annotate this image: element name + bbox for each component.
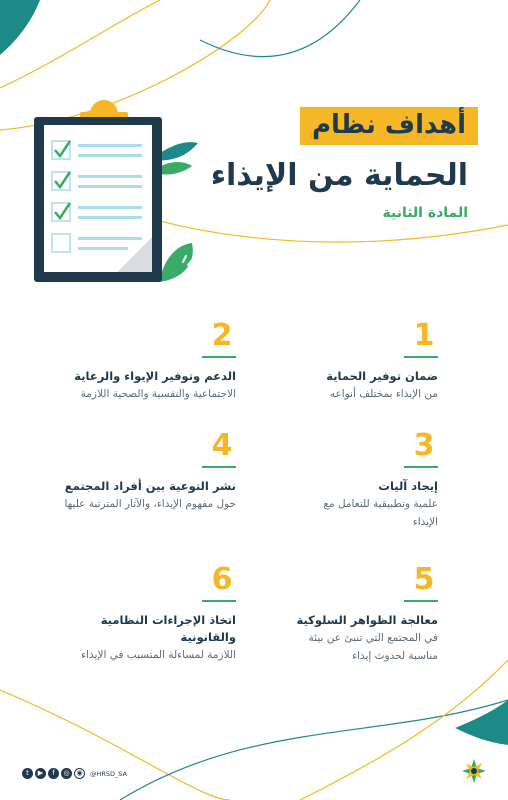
goal-divider — [404, 356, 438, 358]
goal-number: 6 — [211, 562, 233, 597]
goal-title: الدعم وتوفير الإيواء والرعاية — [74, 369, 236, 383]
social-handle[interactable]: @HRSD_SA — [90, 769, 127, 778]
goal-divider — [202, 466, 236, 468]
title-highlight — [300, 107, 478, 145]
goal-number: 3 — [413, 428, 435, 463]
goal-title: ضمان توفير الحماية — [326, 369, 438, 383]
goal-description: من الإيذاء بمختلف أنواعه — [329, 388, 438, 400]
facebook-icon[interactable]: f — [48, 768, 59, 779]
goal-item-1 — [238, 318, 438, 403]
leaf-shape — [160, 243, 193, 282]
goal-divider — [202, 356, 236, 358]
goal-divider — [404, 600, 438, 602]
goal-number: 4 — [211, 428, 233, 463]
leaf-shape — [150, 142, 198, 160]
twitter-icon[interactable]: t — [22, 768, 33, 779]
page-title-line1: أهداف نظام — [311, 110, 466, 140]
goal-title: اتخاذ الإجراءات النظامية والقانونية — [100, 613, 236, 644]
snapchat-icon[interactable]: ◉ — [74, 768, 85, 779]
page-title-line2: الحماية من الإيذاء — [210, 158, 468, 193]
instagram-icon[interactable]: ◎ — [61, 768, 72, 779]
leaf-shape — [150, 162, 192, 174]
goal-item-3 — [298, 428, 438, 531]
social-links — [22, 768, 127, 779]
goal-title: معالجة الظواهر السلوكية — [296, 613, 438, 627]
goal-divider — [202, 600, 236, 602]
goal-title: إيجاد آليات — [378, 479, 438, 493]
goal-description: اللازمة لمساءلة المتسبب في الإيذاء — [81, 649, 236, 661]
goal-title: نشر التوعية بين أفراد المجتمع — [64, 479, 236, 493]
youtube-icon[interactable]: ▶ — [35, 768, 46, 779]
goal-item-2 — [36, 318, 236, 403]
goal-description: علمية وتطبيقية للتعامل مع الإيذاء — [323, 498, 438, 528]
goal-description: الاجتماعية والنفسية والصحية اللازمة — [80, 388, 236, 400]
goal-item-6 — [71, 562, 236, 664]
goal-number: 1 — [413, 318, 435, 353]
goal-number: 2 — [211, 318, 233, 353]
goal-divider — [404, 466, 438, 468]
goal-number: 5 — [413, 562, 435, 597]
goal-item-4 — [56, 428, 236, 513]
goal-description: حول مفهوم الإيذاء، والآثار المترتبة عليها — [64, 498, 236, 510]
goal-item-5 — [288, 562, 438, 665]
goal-description: في المجتمع التي تنبئ عن بيئة مناسبة لحدوث إيذاء — [308, 632, 438, 662]
page-subtitle: المادة الثانية — [382, 205, 468, 221]
